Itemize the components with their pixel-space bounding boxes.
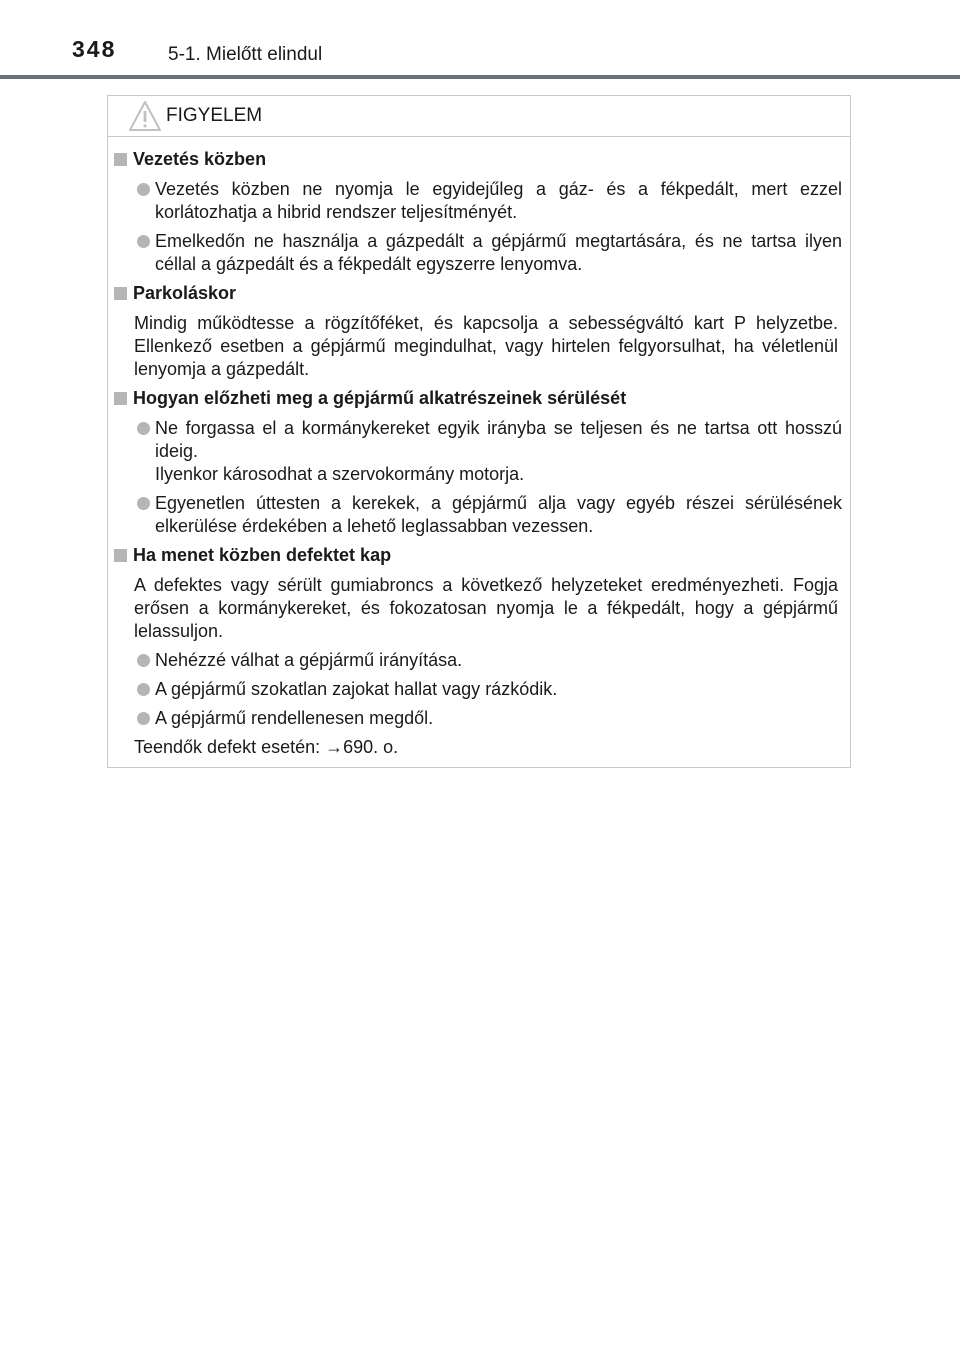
bullet-dot-icon [137, 683, 150, 696]
bullet-dot-icon [137, 235, 150, 248]
bullet-extra-text: Ilyenkor károsodhat a szervokormány motorja. [155, 464, 525, 484]
list-item [108, 178, 852, 224]
list-item [108, 492, 852, 538]
section-heading-text: Parkoláskor [133, 283, 237, 303]
header-rule [0, 75, 960, 79]
section-title: 5-1. Mielőtt elindul [168, 44, 323, 65]
section-heading-text: Hogyan előzheti meg a gépjármű alkatrészeinek sérülését [133, 388, 627, 408]
square-marker-icon [114, 549, 127, 562]
page-header [0, 0, 960, 80]
square-marker-icon [114, 287, 127, 300]
section-paragraph: A defektes vagy sérült gumiabroncs a következő helyzeteket eredményezheti. Fogja erősen a kormánykereket, és fokozatosan nyomja le a fékpedált, hogy a gépjármű lelassuljon. [134, 575, 838, 641]
section-paragraph: Mindig működtesse a rögzítőféket, és kapcsolja a sebességváltó kart P helyzetbe. Ellenkező esetben a gépjármű megindulhat, vagy hirtelen felgyorsulhat, ha véletlenül lenyomja a gázpedált. [134, 313, 838, 379]
page-reference[interactable]: Teendők defekt esetén: →690. o. [134, 737, 399, 757]
bullet-text: Emelkedőn ne használja a gázpedált a gépjármű megtartására, és ne tartsa ilyen céllal a gázpedált és a fékpedált egyszerre lenyomva. [155, 231, 842, 274]
warning-box [107, 95, 851, 768]
page-number: 348 [72, 36, 117, 62]
list-item [108, 417, 852, 486]
bullet-dot-icon [137, 712, 150, 725]
section-heading-flat-tire [108, 544, 852, 567]
list-item [108, 678, 852, 701]
bullet-text: Vezetés közben ne nyomja le egyidejűleg a gáz- és a fékpedált, mert ezzel korlátozhatja a hibrid rendszer teljesítményét. [155, 179, 842, 222]
square-marker-icon [114, 153, 127, 166]
bullet-text: Ne forgassa el a kormánykereket egyik irányba se teljesen és ne tartsa ott hosszú ideig. [155, 418, 842, 461]
section-heading-text: Ha menet közben defektet kap [133, 545, 392, 565]
warning-title: FIGYELEM [166, 105, 263, 126]
section-heading-driving [108, 148, 852, 171]
bullet-text: Nehézzé válhat a gépjármű irányítása. [155, 650, 463, 670]
section-heading-parking [108, 282, 852, 305]
bullet-dot-icon [137, 497, 150, 510]
bullet-dot-icon [137, 422, 150, 435]
list-item [108, 707, 852, 730]
list-item [108, 649, 852, 672]
section-heading-damage-prevention [108, 387, 852, 410]
square-marker-icon [114, 392, 127, 405]
bullet-text: Egyenetlen úttesten a kerekek, a gépjármű alja vagy egyéb részei sérülésének elkerülése érdekében a lehető leglassabban vezessen. [155, 493, 842, 536]
bullet-text: A gépjármű szokatlan zajokat hallat vagy rázkódik. [155, 679, 558, 699]
bullet-dot-icon [137, 654, 150, 667]
warning-content [108, 148, 852, 765]
bullet-dot-icon [137, 183, 150, 196]
warning-header [108, 96, 850, 137]
section-heading-text: Vezetés közben [133, 149, 267, 169]
warning-triangle-icon [128, 100, 162, 132]
list-item [108, 230, 852, 276]
bullet-text: A gépjármű rendellenesen megdől. [155, 708, 434, 728]
